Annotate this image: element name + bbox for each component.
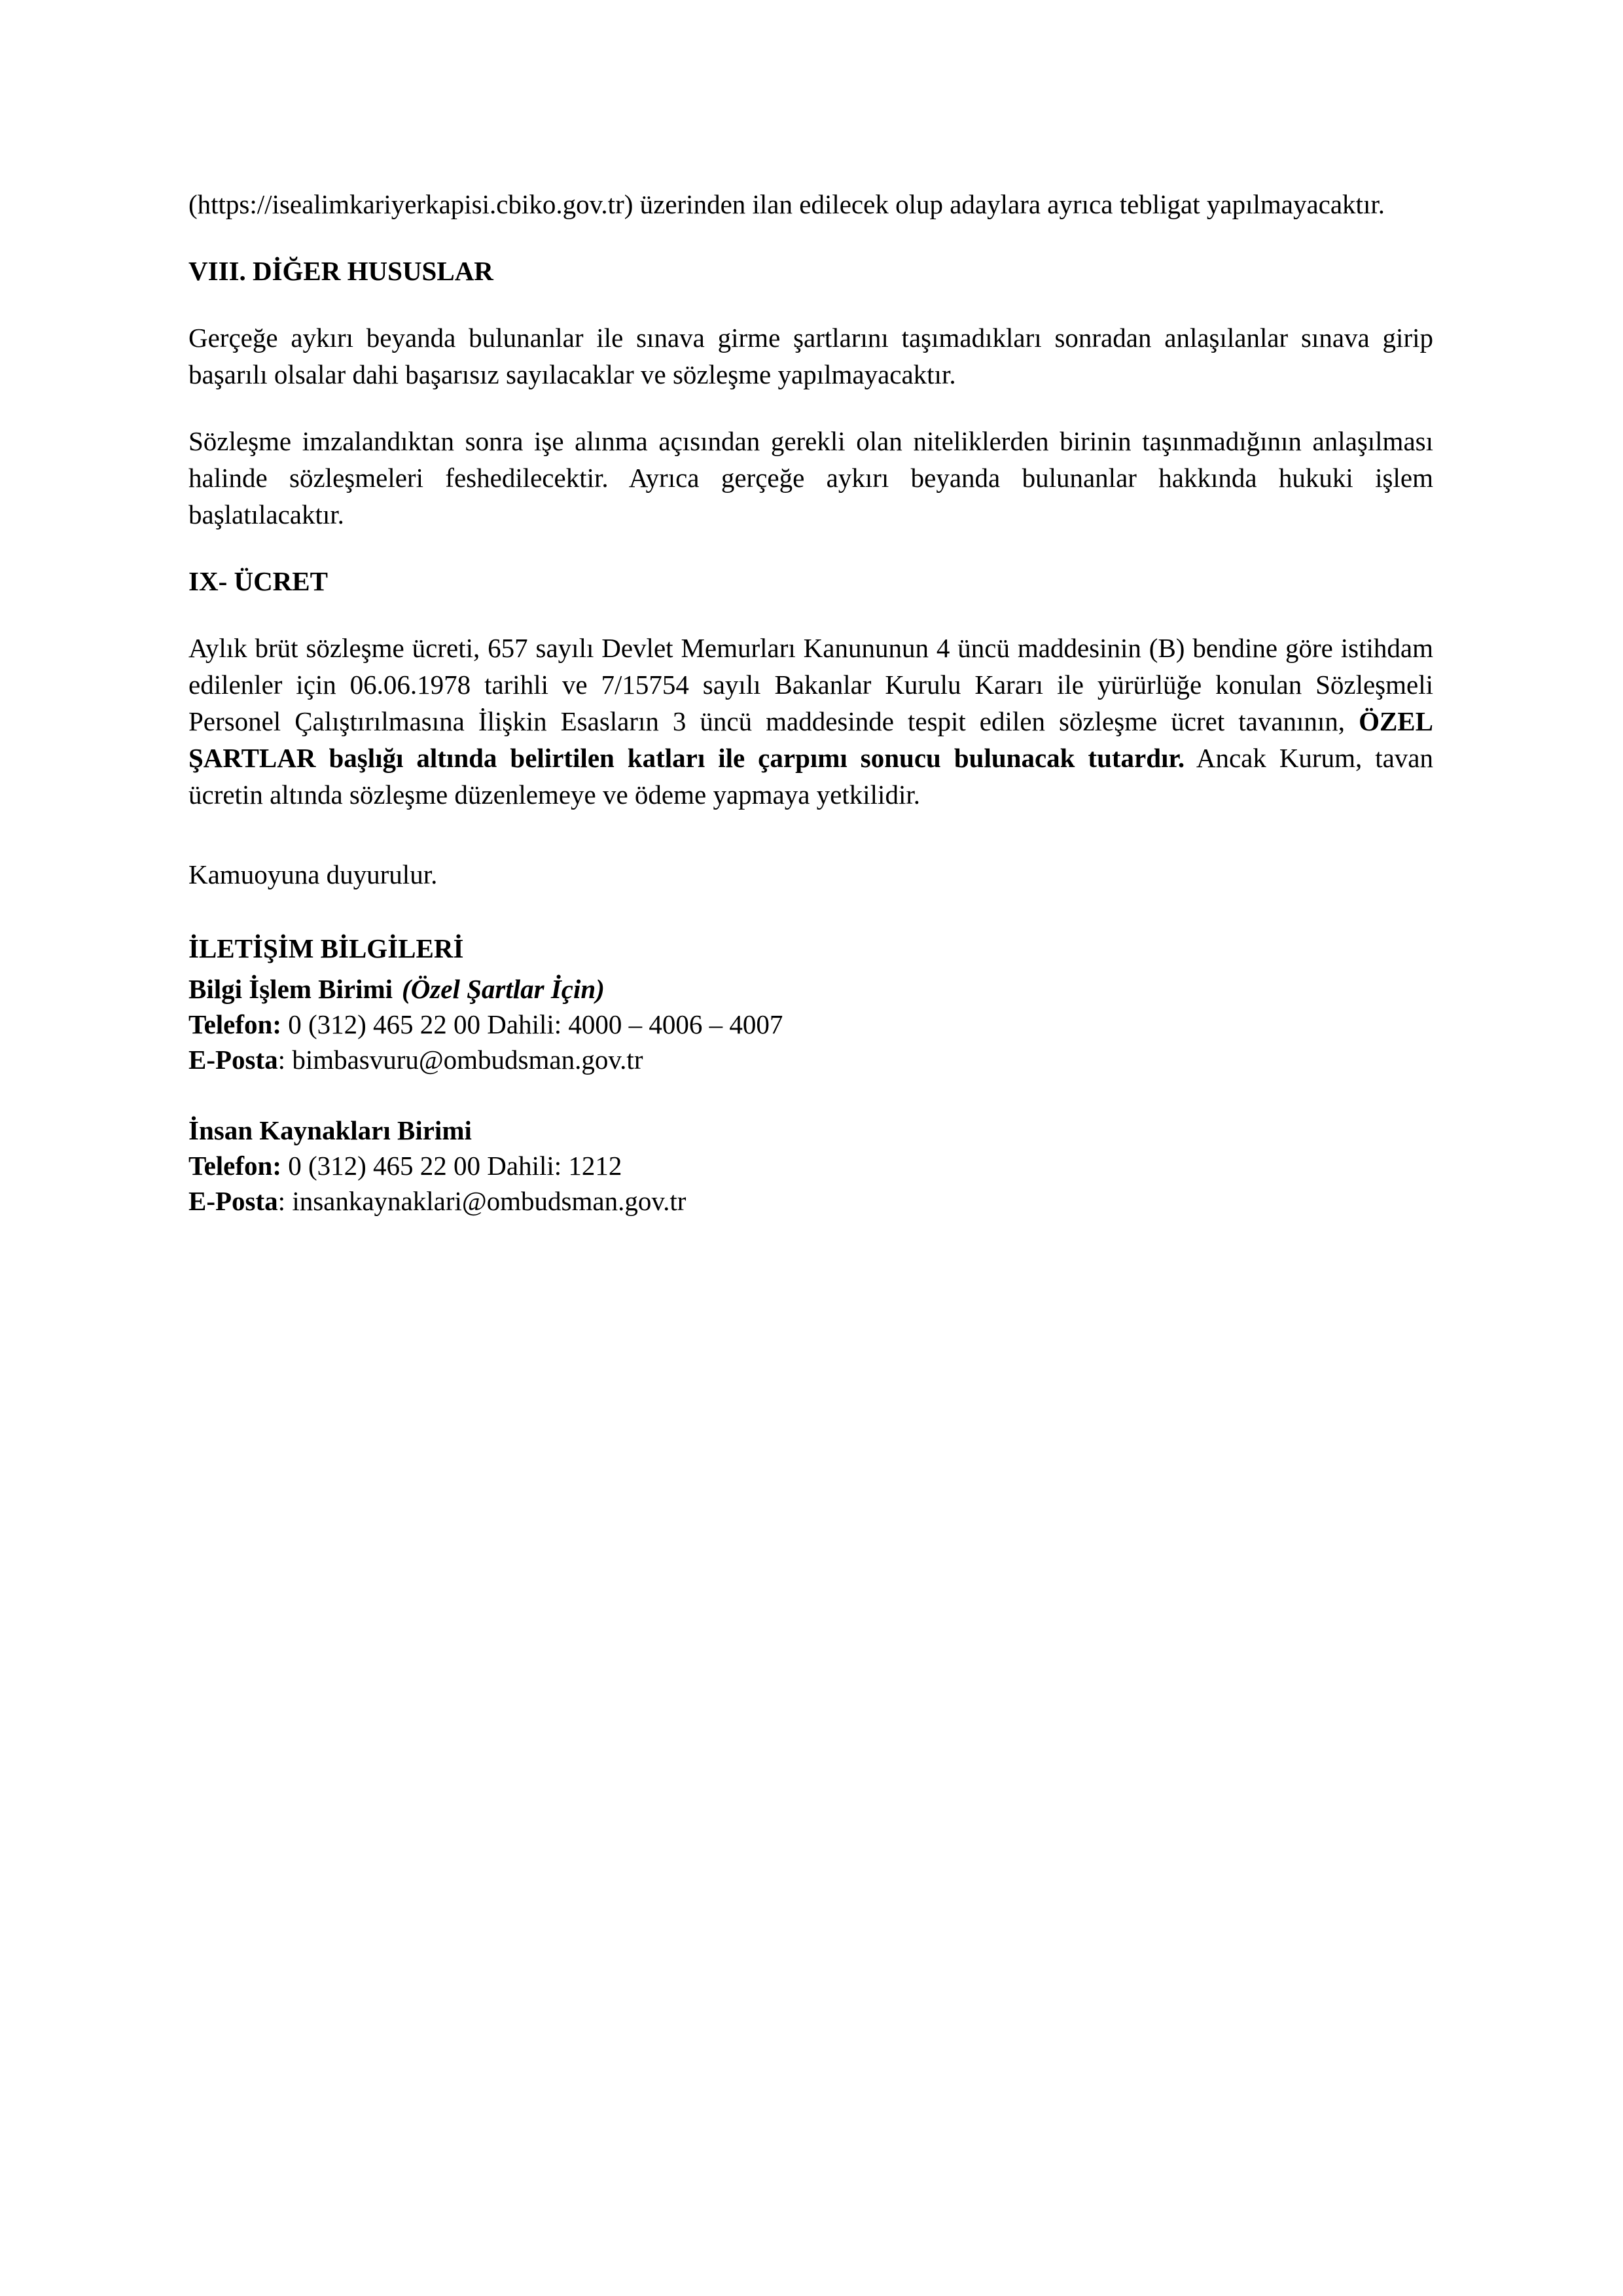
contact-email-value-wrap xyxy=(285,1186,686,1216)
contact-unit-name: İnsan Kaynakları Birimi xyxy=(188,1115,472,1145)
contact-unit xyxy=(188,1113,1433,1219)
contact-information-block xyxy=(188,931,1433,1219)
document-body xyxy=(188,186,1433,1219)
paragraph-ucret xyxy=(188,630,1433,813)
paragraph-intro-continuation: (https://isealimkariyerkapisi.cbiko.gov.tr) üzerinden ilan edilecek olup adaylara ayrıca tebligat yapılmayacaktır. xyxy=(188,189,1385,219)
contact-unit xyxy=(188,971,1433,1077)
contact-email-value-wrap xyxy=(285,1045,643,1075)
contact-phone-number: 0 (312) 465 22 00 Dahili: 4000 – 4006 – 4007 xyxy=(288,1009,783,1039)
contact-email-separator: : xyxy=(277,1045,286,1075)
heading-ucret: IX- ÜCRET xyxy=(188,566,328,596)
paragraph-closing: Kamuoyuna duyurulur. xyxy=(188,859,438,889)
paragraph-spacer xyxy=(188,843,1433,856)
contact-email-address[interactable]: bimbasvuru@ombudsman.gov.tr xyxy=(292,1045,643,1075)
paragraph-diger-hususlar-2: Sözleşme imzalandıktan sonra işe alınma açısından gerekli olan niteliklerden birinin taşınmadığının anlaşılması halinde sözleşmeleri feshedilecektir. Ayrıca gerçeğe aykırı beyanda bulunanlar hakkında hukuki işlem başlatılacaktır. xyxy=(188,426,1433,529)
contact-unit-name: Bilgi İşlem Birimi xyxy=(188,974,393,1004)
contact-phone-number: 0 (312) 465 22 00 Dahili: 1212 xyxy=(288,1151,622,1181)
contact-phone-line xyxy=(188,1007,1433,1042)
contact-phone-value xyxy=(281,1009,783,1039)
contact-phone-line xyxy=(188,1148,1433,1183)
contact-unit-note: (Özel Şartlar İçin) xyxy=(402,974,605,1004)
contact-email-label: E-Posta xyxy=(188,1186,278,1216)
contact-unit-name-line xyxy=(188,971,1433,1007)
contact-phone-label: Telefon: xyxy=(188,1151,281,1181)
heading-iletisim-bilgileri: İLETİŞİM BİLGİLERİ xyxy=(188,933,464,963)
contact-email-line xyxy=(188,1183,1433,1219)
contact-email-address[interactable]: insankaynaklari@ombudsman.gov.tr xyxy=(292,1186,687,1216)
heading-diger-hususlar: VIII. DİĞER HUSUSLAR xyxy=(188,256,493,286)
paragraph-diger-hususlar-1: Gerçeğe aykırı beyanda bulunanlar ile sınava girme şartlarını taşımadıkları sonradan anlaşılanlar sınava girip başarılı olsalar dahi başarısız sayılacaklar ve sözleşme yapılmayacaktır. xyxy=(188,323,1433,389)
contact-phone-value xyxy=(281,1151,622,1181)
contact-phone-label: Telefon: xyxy=(188,1009,281,1039)
ucret-text-part-2: Ancak Kurum, tavan ücretin altında sözleşme düzenlemeye ve ödeme yapmaya yetkilidir. xyxy=(188,743,1433,810)
ucret-text-part-1: Aylık brüt sözleşme ücreti, 657 sayılı Devlet Memurları Kanununun 4 üncü maddesinin (B) bendine göre istihdam edilenler için 06.06.1978 tarihli ve 7/15754 sayılı Bakanlar Kurulu Kararı ile yürürlüğe konulan Sözleşmeli Personel Çalıştırılmasına İlişkin Esasların 3 üncü maddesinde tespit edilen sözleşme ücret tavanının, xyxy=(188,633,1433,736)
contact-email-line xyxy=(188,1042,1433,1077)
contact-email-separator: : xyxy=(277,1186,286,1216)
contact-email-label: E-Posta xyxy=(188,1045,278,1075)
ucret-text-emphasis: ÖZEL ŞARTLAR başlığı altında belirtilen katları ile çarpımı sonucu bulunacak tutardır. xyxy=(188,706,1433,773)
contact-unit-name-line xyxy=(188,1113,1433,1148)
